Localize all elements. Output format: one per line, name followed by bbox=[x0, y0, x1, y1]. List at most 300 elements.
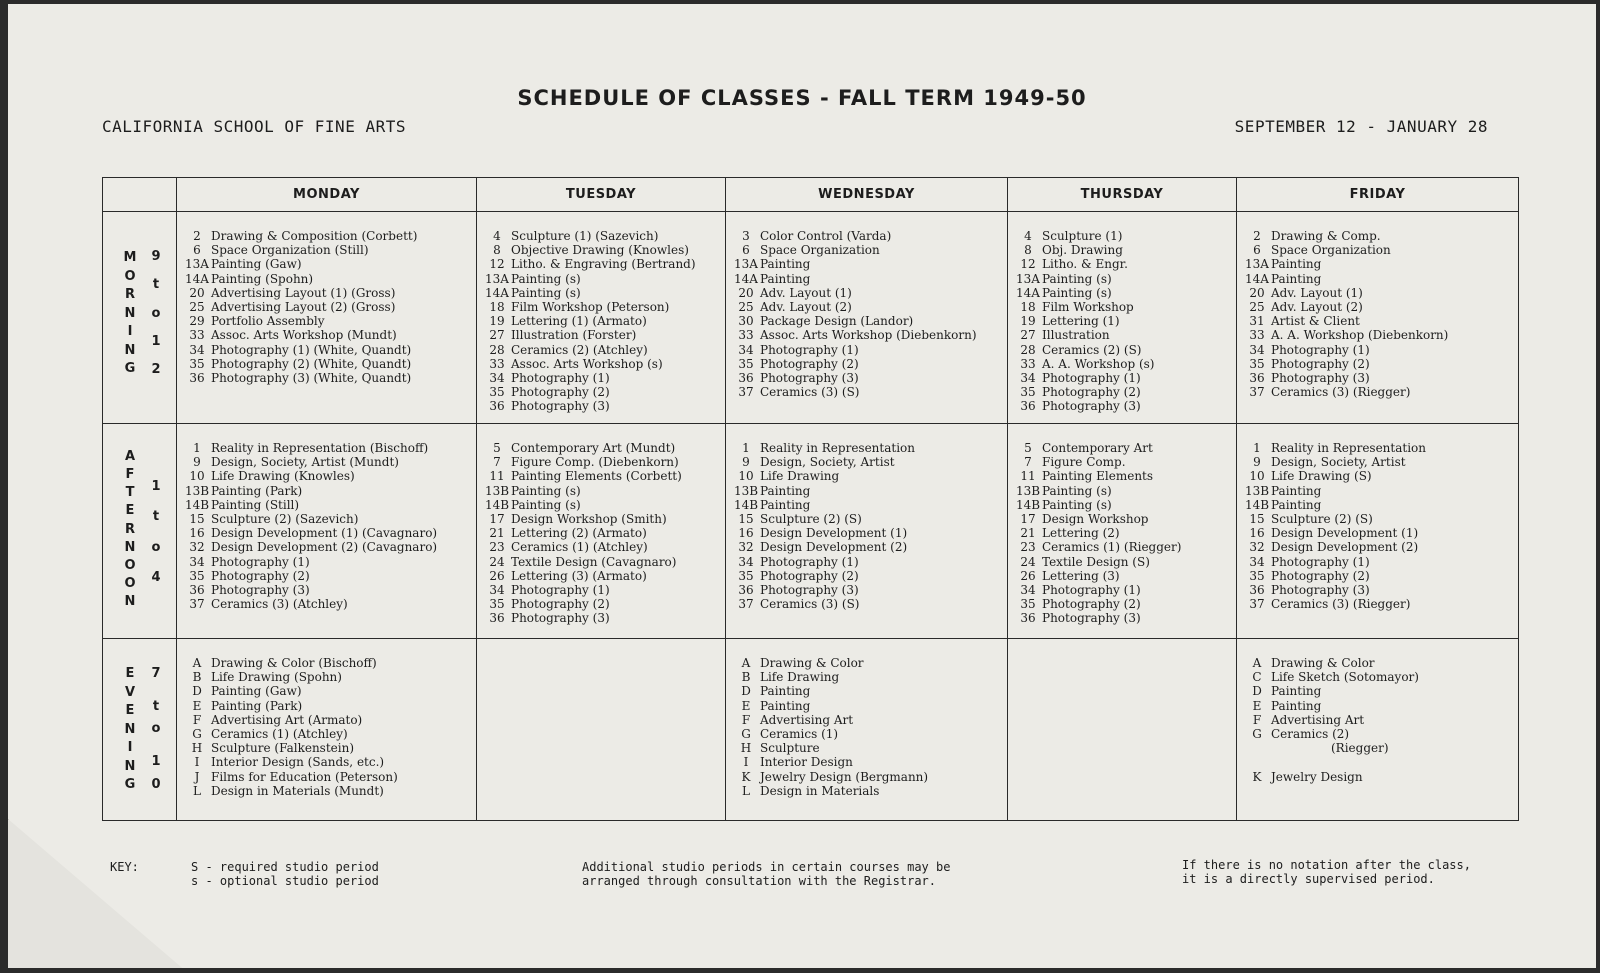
class-number: 35 bbox=[189, 356, 205, 371]
class-title: Jewelry Design (Bergmann) bbox=[760, 769, 929, 784]
cell-monday-afternoon bbox=[177, 424, 477, 639]
class-number: 12 bbox=[1020, 257, 1036, 272]
class-title: Color Control (Varda) bbox=[760, 229, 892, 243]
class-title: A. A. Workshop (Diebenkorn) bbox=[1271, 328, 1449, 343]
class-item bbox=[183, 741, 470, 755]
class-title: Life Drawing (Knowles) bbox=[211, 469, 355, 484]
class-number: 36 bbox=[1020, 611, 1036, 626]
class-number: D bbox=[192, 684, 202, 699]
class-title: Ceramics (1) bbox=[760, 727, 839, 742]
class-item bbox=[1014, 371, 1230, 385]
class-number: 14A bbox=[185, 271, 209, 286]
class-item bbox=[1014, 512, 1230, 526]
class-item bbox=[483, 469, 719, 483]
class-title: Sculpture (2) (S) bbox=[1271, 512, 1373, 527]
class-title: Photography (2) bbox=[1271, 568, 1370, 583]
class-list bbox=[477, 212, 725, 414]
class-item bbox=[483, 300, 719, 314]
class-number: B bbox=[741, 670, 751, 685]
class-title: Painting bbox=[760, 684, 811, 699]
class-item bbox=[183, 713, 470, 727]
class-title: Lettering (2) (Armato) bbox=[511, 526, 647, 541]
class-number bbox=[1243, 741, 1271, 755]
period-letter: A bbox=[124, 449, 136, 464]
class-title: Figure Comp. bbox=[1042, 455, 1126, 470]
class-number: L bbox=[193, 783, 201, 798]
key-legend bbox=[191, 860, 379, 888]
class-number: 34 bbox=[1249, 554, 1265, 569]
period-letter: N bbox=[124, 721, 136, 737]
class-title: Photography (2) bbox=[511, 385, 610, 400]
class-title: Photography (2) bbox=[1042, 385, 1141, 400]
class-number: 20 bbox=[189, 285, 205, 300]
class-item bbox=[483, 540, 719, 554]
period-letter: o bbox=[151, 721, 161, 737]
class-title: Painting (s) bbox=[511, 271, 581, 286]
period-letter: N bbox=[124, 342, 136, 358]
cell-monday-evening bbox=[177, 639, 477, 821]
class-title: Ceramics (1) (Riegger) bbox=[1042, 540, 1182, 555]
class-number: F bbox=[192, 712, 202, 727]
class-item bbox=[1243, 328, 1512, 342]
class-item bbox=[1243, 286, 1512, 300]
class-item bbox=[483, 455, 719, 469]
class-title: Space Organization bbox=[760, 243, 880, 258]
class-number: 12 bbox=[489, 257, 505, 272]
class-title: Life Drawing bbox=[760, 670, 840, 685]
class-title: Drawing & Color bbox=[1271, 656, 1375, 670]
class-item bbox=[732, 583, 1001, 597]
period-letter: O bbox=[124, 575, 136, 591]
class-item bbox=[183, 540, 470, 554]
class-item bbox=[732, 243, 1001, 257]
class-number: 2 bbox=[193, 229, 201, 243]
class-number: 1 bbox=[193, 441, 201, 455]
cell-friday-morning bbox=[1237, 212, 1519, 424]
class-item bbox=[483, 583, 719, 597]
period-letter: t bbox=[152, 698, 160, 714]
class-number: 27 bbox=[1020, 328, 1036, 343]
class-item bbox=[732, 755, 1001, 769]
class-number: 37 bbox=[1249, 385, 1265, 400]
class-title: Drawing & Comp. bbox=[1271, 229, 1381, 243]
class-item bbox=[1014, 569, 1230, 583]
class-item bbox=[183, 469, 470, 483]
class-item bbox=[732, 770, 1001, 784]
class-number: 34 bbox=[1020, 371, 1036, 386]
class-title: Reality in Representation (Bischoff) bbox=[211, 441, 429, 455]
period-letter: 9 bbox=[151, 249, 161, 264]
class-item bbox=[183, 371, 470, 385]
class-item bbox=[1014, 583, 1230, 597]
class-item bbox=[732, 526, 1001, 540]
period-letter: 4 bbox=[151, 569, 161, 585]
class-title: Advertising Layout (1) (Gross) bbox=[211, 285, 396, 300]
class-number: 13A bbox=[185, 257, 209, 272]
class-number: 3 bbox=[742, 229, 750, 243]
class-item bbox=[1014, 455, 1230, 469]
class-title: Film Workshop (Peterson) bbox=[511, 300, 670, 315]
period-letter: O bbox=[124, 268, 136, 284]
class-title: Life Drawing (Spohn) bbox=[211, 670, 342, 685]
class-title: Advertising Art bbox=[1271, 712, 1365, 727]
class-number: 4 bbox=[1024, 229, 1032, 243]
class-item bbox=[1243, 713, 1512, 727]
class-item bbox=[1243, 243, 1512, 257]
class-item bbox=[1243, 498, 1512, 512]
class-item bbox=[732, 741, 1001, 755]
class-title: Photography (3) bbox=[511, 399, 610, 414]
class-number: 8 bbox=[493, 243, 501, 258]
class-title: Photography (1) bbox=[211, 554, 310, 569]
class-item bbox=[483, 229, 719, 243]
class-number: 17 bbox=[489, 512, 505, 527]
class-title: Painting (Park) bbox=[211, 698, 303, 713]
class-title: Photography (3) bbox=[1042, 611, 1141, 626]
day-header-wednesday: WEDNESDAY bbox=[726, 178, 1008, 212]
class-title: Design, Society, Artist bbox=[760, 455, 895, 470]
class-number: E bbox=[192, 698, 202, 713]
class-number: A bbox=[741, 656, 751, 670]
class-number: 24 bbox=[1020, 554, 1036, 569]
class-title: Films for Education (Peterson) bbox=[211, 769, 398, 784]
class-list bbox=[177, 212, 476, 385]
class-item bbox=[1243, 569, 1512, 583]
class-number: 28 bbox=[1020, 342, 1036, 357]
class-title: Film Workshop bbox=[1042, 300, 1134, 315]
class-item bbox=[1243, 314, 1512, 328]
class-title: Photography (2) bbox=[760, 568, 859, 583]
class-number: 23 bbox=[489, 540, 505, 555]
class-number: 37 bbox=[1249, 597, 1265, 612]
class-item bbox=[1243, 300, 1512, 314]
class-title: Reality in Representation bbox=[1271, 441, 1426, 455]
school-name: CALIFORNIA SCHOOL OF FINE ARTS bbox=[102, 117, 406, 136]
class-item bbox=[1014, 243, 1230, 257]
class-number: 13A bbox=[734, 257, 758, 272]
class-number: 13A bbox=[485, 271, 509, 286]
class-title: Painting bbox=[1271, 698, 1322, 713]
class-title: Drawing & Color (Bischoff) bbox=[211, 656, 377, 670]
class-number: G bbox=[192, 727, 202, 742]
class-title: Photography (3) bbox=[1271, 371, 1370, 386]
class-number: G bbox=[741, 727, 751, 742]
class-title: Painting bbox=[1271, 497, 1322, 512]
class-number: 36 bbox=[189, 371, 205, 386]
period-letter: o bbox=[151, 539, 161, 555]
class-title: Adv. Layout (2) bbox=[760, 300, 852, 315]
period-letter: G bbox=[124, 777, 136, 792]
cell-friday-evening bbox=[1237, 639, 1519, 821]
period-letter: t bbox=[152, 277, 160, 293]
class-number: D bbox=[741, 684, 751, 699]
class-title: Lettering (3) bbox=[1042, 568, 1120, 583]
class-item bbox=[1014, 257, 1230, 271]
class-item bbox=[183, 257, 470, 271]
period-row-evening bbox=[103, 639, 1519, 821]
class-item bbox=[183, 526, 470, 540]
class-item bbox=[483, 314, 719, 328]
class-title: A. A. Workshop (s) bbox=[1042, 356, 1155, 371]
class-title: Photography (2) bbox=[1271, 356, 1370, 371]
class-number: B bbox=[192, 670, 202, 685]
class-number: H bbox=[191, 741, 203, 756]
key-label: KEY: bbox=[110, 860, 139, 874]
class-number: 18 bbox=[1020, 300, 1036, 315]
period-label-evening bbox=[103, 639, 177, 821]
class-title: Life Drawing bbox=[760, 469, 840, 484]
period-letter: I bbox=[127, 324, 133, 339]
class-title: Ceramics (3) (Riegger) bbox=[1271, 597, 1411, 612]
class-item bbox=[183, 770, 470, 784]
class-item bbox=[483, 343, 719, 357]
class-item bbox=[183, 328, 470, 342]
class-item bbox=[732, 328, 1001, 342]
class-number: 14B bbox=[1244, 497, 1270, 512]
class-item bbox=[483, 597, 719, 611]
supervision-note-line: it is a directly supervised period. bbox=[1182, 872, 1435, 886]
class-number: 16 bbox=[189, 526, 205, 541]
class-number: C bbox=[1252, 670, 1262, 685]
class-number: 36 bbox=[1020, 399, 1036, 414]
class-title: Ceramics (3) (S) bbox=[760, 597, 860, 612]
day-header-monday: MONDAY bbox=[177, 178, 477, 212]
class-item bbox=[1014, 343, 1230, 357]
class-item bbox=[732, 656, 1001, 670]
class-item bbox=[1014, 300, 1230, 314]
class-item bbox=[483, 498, 719, 512]
class-number: 26 bbox=[489, 568, 505, 583]
class-item bbox=[1243, 755, 1512, 769]
class-number: F bbox=[1252, 712, 1262, 727]
class-item bbox=[1243, 441, 1512, 455]
class-title: Textile Design (Cavagnaro) bbox=[511, 554, 677, 569]
class-item bbox=[1243, 555, 1512, 569]
class-item bbox=[732, 784, 1001, 798]
class-number: 25 bbox=[189, 300, 205, 315]
class-number: 13B bbox=[484, 483, 510, 498]
class-item bbox=[1014, 484, 1230, 498]
class-number: 32 bbox=[738, 540, 754, 555]
class-item bbox=[1014, 272, 1230, 286]
class-item bbox=[483, 272, 719, 286]
corner-cell bbox=[103, 178, 177, 212]
class-title: Reality in Representation bbox=[760, 441, 915, 455]
class-number: 1 bbox=[742, 441, 750, 455]
class-title: Ceramics (2) (S) bbox=[1042, 342, 1142, 357]
class-item bbox=[1243, 597, 1512, 611]
class-title: Adv. Layout (1) bbox=[760, 285, 852, 300]
period-letter: T bbox=[125, 485, 135, 501]
class-item bbox=[732, 684, 1001, 698]
class-number: 14B bbox=[1015, 497, 1041, 512]
period-letter: R bbox=[124, 287, 135, 302]
class-list bbox=[177, 639, 476, 798]
class-title: Illustration bbox=[1042, 328, 1110, 343]
class-title: Textile Design (S) bbox=[1042, 554, 1150, 569]
class-item bbox=[732, 597, 1001, 611]
class-title: Adv. Layout (1) bbox=[1271, 285, 1363, 300]
class-item bbox=[732, 314, 1001, 328]
class-number: 14B bbox=[484, 497, 510, 512]
class-number: 23 bbox=[1020, 540, 1036, 555]
period-letter: 0 bbox=[151, 776, 161, 792]
class-item bbox=[732, 670, 1001, 684]
class-item bbox=[1014, 526, 1230, 540]
day-header-friday: FRIDAY bbox=[1237, 178, 1519, 212]
class-item bbox=[1014, 469, 1230, 483]
class-title: Drawing & Composition (Corbett) bbox=[211, 229, 418, 243]
class-title: Assoc. Arts Workshop (Mundt) bbox=[211, 328, 397, 343]
class-number: 34 bbox=[189, 554, 205, 569]
class-number: 10 bbox=[189, 469, 205, 484]
class-title: Litho. & Engraving (Bertrand) bbox=[511, 257, 696, 272]
class-item bbox=[1014, 498, 1230, 512]
class-title: Sculpture (1) bbox=[1042, 229, 1123, 243]
class-title: Painting (Park) bbox=[211, 483, 303, 498]
class-number: E bbox=[741, 698, 751, 713]
class-number: 37 bbox=[738, 385, 754, 400]
class-title: Photography (3) bbox=[1042, 399, 1141, 414]
class-item bbox=[183, 597, 470, 611]
class-title: Painting bbox=[760, 497, 811, 512]
day-header-row bbox=[103, 178, 1519, 212]
period-row-afternoon bbox=[103, 424, 1519, 639]
class-title: Photography (1) bbox=[1042, 583, 1141, 598]
class-number: 36 bbox=[1249, 583, 1265, 598]
class-item bbox=[483, 399, 719, 413]
class-item bbox=[1014, 540, 1230, 554]
class-title: Assoc. Arts Workshop (Diebenkorn) bbox=[760, 328, 977, 343]
cell-wednesday-afternoon bbox=[726, 424, 1008, 639]
period-letter: 7 bbox=[151, 666, 161, 681]
class-list bbox=[726, 639, 1007, 798]
class-item bbox=[732, 257, 1001, 271]
class-number: 21 bbox=[489, 526, 505, 541]
class-number: 19 bbox=[1020, 314, 1036, 329]
class-number: 13A bbox=[1245, 257, 1269, 272]
class-title: Sculpture (2) (Sazevich) bbox=[211, 512, 359, 527]
supervision-note-line: If there is no notation after the class, bbox=[1182, 858, 1471, 872]
class-title: Painting (s) bbox=[511, 483, 581, 498]
class-item bbox=[1243, 526, 1512, 540]
class-title: Ceramics (2) bbox=[1271, 727, 1350, 742]
period-letter: 1 bbox=[151, 754, 161, 770]
class-item bbox=[1243, 371, 1512, 385]
class-item bbox=[183, 512, 470, 526]
period-letter: 1 bbox=[151, 479, 161, 494]
supervision-note bbox=[1182, 858, 1471, 886]
class-number: 26 bbox=[1020, 568, 1036, 583]
class-title: Interior Design (Sands, etc.) bbox=[211, 755, 385, 770]
class-title: Painting (s) bbox=[511, 497, 581, 512]
class-list bbox=[1237, 639, 1518, 784]
class-item bbox=[183, 243, 470, 257]
period-hours bbox=[149, 667, 163, 791]
class-item bbox=[183, 343, 470, 357]
class-title: Figure Comp. (Diebenkorn) bbox=[511, 455, 679, 470]
class-item bbox=[183, 555, 470, 569]
class-item bbox=[1243, 469, 1512, 483]
class-item bbox=[183, 583, 470, 597]
class-item bbox=[1243, 540, 1512, 554]
class-item bbox=[732, 357, 1001, 371]
class-title: Design Development (1) bbox=[1271, 526, 1419, 541]
class-number: 10 bbox=[738, 469, 754, 484]
period-label-morning bbox=[103, 212, 177, 424]
class-number: 35 bbox=[1249, 356, 1265, 371]
class-number: A bbox=[192, 656, 202, 670]
day-header-thursday: THURSDAY bbox=[1008, 178, 1237, 212]
class-title: Photography (3) bbox=[760, 371, 859, 386]
class-number: 28 bbox=[489, 342, 505, 357]
class-item bbox=[483, 555, 719, 569]
class-item bbox=[1014, 314, 1230, 328]
class-number: 16 bbox=[738, 526, 754, 541]
class-title: Drawing & Color bbox=[760, 656, 864, 670]
class-item bbox=[732, 385, 1001, 399]
class-number: 35 bbox=[1249, 568, 1265, 583]
class-title: Advertising Art bbox=[760, 712, 854, 727]
class-number: 14A bbox=[485, 285, 509, 300]
class-title: Design Workshop bbox=[1042, 512, 1149, 527]
period-letter: N bbox=[124, 305, 136, 321]
class-title: Photography (1) bbox=[511, 583, 610, 598]
class-number: 29 bbox=[189, 314, 205, 329]
period-letter: 2 bbox=[151, 362, 161, 377]
class-title: Design, Society, Artist (Mundt) bbox=[211, 455, 399, 470]
class-item bbox=[1243, 770, 1512, 784]
class-title: Design Development (1) bbox=[760, 526, 908, 541]
class-title: Painting bbox=[1271, 257, 1322, 272]
class-title: Photography (2) bbox=[760, 356, 859, 371]
class-title: Assoc. Arts Workshop (s) bbox=[511, 356, 663, 371]
class-item bbox=[1014, 229, 1230, 243]
class-number: 33 bbox=[489, 356, 505, 371]
class-title: Painting bbox=[760, 698, 811, 713]
class-number: 19 bbox=[489, 314, 505, 329]
class-title: Painting (Gaw) bbox=[211, 257, 302, 272]
class-item bbox=[483, 243, 719, 257]
class-title: Jewelry Design bbox=[1271, 769, 1363, 784]
class-title: Painting bbox=[760, 257, 811, 272]
class-number: A bbox=[1252, 656, 1262, 670]
class-item bbox=[1243, 272, 1512, 286]
period-letter: F bbox=[125, 467, 135, 483]
class-title: Portfolio Assembly bbox=[211, 314, 325, 329]
class-number: K bbox=[1252, 769, 1262, 784]
class-list bbox=[1008, 424, 1236, 626]
class-number: 18 bbox=[489, 300, 505, 315]
registrar-note-line: arranged through consultation with the Registrar. bbox=[582, 874, 937, 888]
class-item bbox=[1014, 399, 1230, 413]
class-list bbox=[1237, 424, 1518, 611]
class-number: 33 bbox=[189, 328, 205, 343]
cell-thursday-morning bbox=[1008, 212, 1237, 424]
period-letter: N bbox=[124, 758, 136, 774]
class-title: Lettering (2) bbox=[1042, 526, 1120, 541]
class-title: Painting bbox=[1271, 684, 1322, 699]
class-title: Painting bbox=[1271, 483, 1322, 498]
class-number: 36 bbox=[489, 611, 505, 626]
class-number: 34 bbox=[738, 342, 754, 357]
period-letter: o bbox=[151, 305, 161, 321]
class-number: 36 bbox=[189, 583, 205, 598]
class-title: Advertising Layout (2) (Gross) bbox=[211, 300, 396, 315]
class-item bbox=[1014, 385, 1230, 399]
class-number: J bbox=[194, 769, 200, 784]
class-number: 1 bbox=[1253, 441, 1261, 455]
